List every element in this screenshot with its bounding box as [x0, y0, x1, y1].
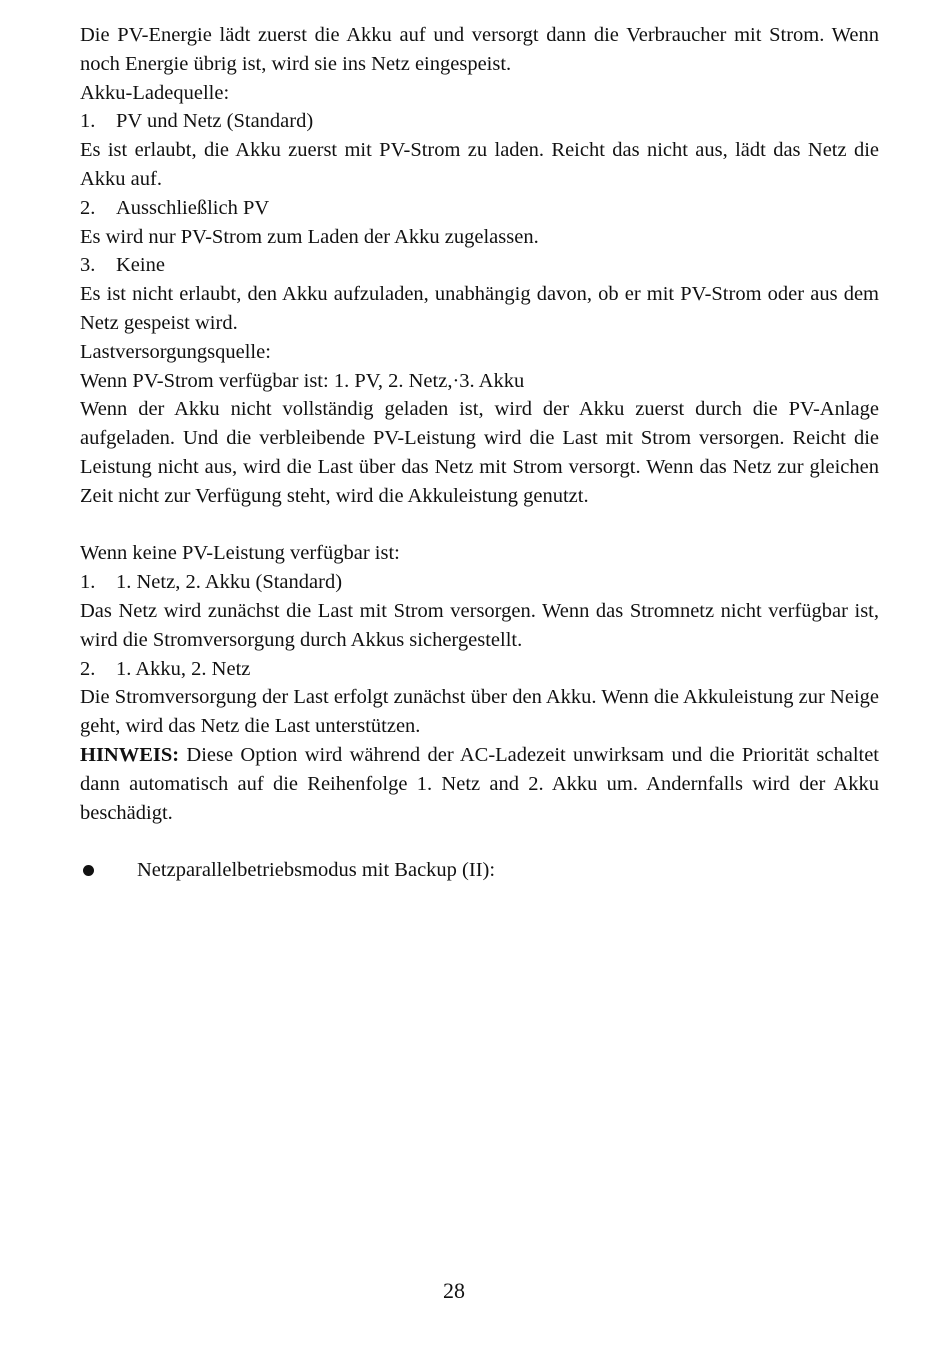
bullet-icon — [83, 865, 94, 876]
list-item — [80, 655, 879, 684]
list-number: 1. — [80, 110, 96, 133]
note-text: Diese Option wird während der AC-Ladezeit unwirksam und die Priorität schaltet dann automatisch auf die Reihenfolge 1. Netz and 2. Akku um. Andernfalls wird der Akku beschädigt. — [80, 743, 879, 824]
list-item — [80, 194, 879, 223]
list-label: Keine — [116, 254, 165, 277]
note-paragraph — [80, 741, 879, 827]
page-number: 28 — [443, 1278, 465, 1303]
pv-available-description: Wenn der Akku nicht vollständig geladen ist, wird der Akku zuerst durch die PV-Anlage aufgeladen. Und die verbleibende PV-Leistung wird die Last mit Strom versorgen. Reicht die Leistung nicht aus, wird die Last über das Netz mit Strom versorgt. Wenn das Netz zur gleichen Zeit nicht zur Verfügung steht, wird die Akkuleistung genutzt. — [80, 398, 879, 507]
list-label: 1. Netz, 2. Akku (Standard) — [116, 571, 343, 594]
option-description: Die Stromversorgung der Last erfolgt zunächst über den Akku. Wenn die Akkuleistung zur Neige geht, wird das Netz die Last unterstützen. — [80, 686, 879, 738]
list-label: 1. Akku, 2. Netz — [116, 657, 251, 680]
list-item — [80, 107, 879, 136]
document-body — [80, 21, 879, 885]
list-number: 1. — [80, 571, 96, 594]
charge-source-heading: Akku-Ladequelle: — [80, 81, 230, 104]
list-number: 2. — [80, 196, 96, 219]
pv-available-line: Wenn PV-Strom verfügbar ist: 1. PV, 2. Netz,·3. Akku — [80, 369, 525, 392]
list-number: 2. — [80, 657, 96, 680]
load-source-heading: Lastversorgungsquelle: — [80, 340, 271, 363]
option-description: Es ist erlaubt, die Akku zuerst mit PV-Strom zu laden. Reicht das nicht aus, lädt das Netz die Akku auf. — [80, 139, 879, 190]
paragraph-gap — [80, 827, 879, 856]
list-item — [80, 251, 879, 280]
bullet-text: Netzparallelbetriebsmodus mit Backup (II): — [137, 859, 496, 882]
bullet-item — [80, 856, 879, 885]
paragraph-gap — [80, 511, 879, 540]
no-pv-heading: Wenn keine PV-Leistung verfügbar ist: — [80, 542, 400, 565]
option-description: Es wird nur PV-Strom zum Laden der Akku zugelassen. — [80, 225, 539, 248]
intro-paragraph: Die PV-Energie lädt zuerst die Akku auf und versorgt dann die Verbraucher mit Strom. Wenn noch Energie übrig ist, wird sie ins Netz eingespeist. — [80, 24, 879, 75]
list-item — [80, 568, 879, 597]
list-label: Ausschließlich PV — [116, 196, 270, 219]
list-label: PV und Netz (Standard) — [116, 110, 314, 133]
note-label: HINWEIS: — [80, 743, 180, 766]
option-description: Das Netz wird zunächst die Last mit Strom versorgen. Wenn das Stromnetz nicht verfügbar ist, wird die Stromversorgung durch Akkus sichergestellt. — [80, 599, 879, 651]
list-number: 3. — [80, 254, 96, 277]
option-description: Es ist nicht erlaubt, den Akku aufzuladen, unabhängig davon, ob er mit PV-Strom oder aus dem Netz gespeist wird. — [80, 283, 879, 334]
